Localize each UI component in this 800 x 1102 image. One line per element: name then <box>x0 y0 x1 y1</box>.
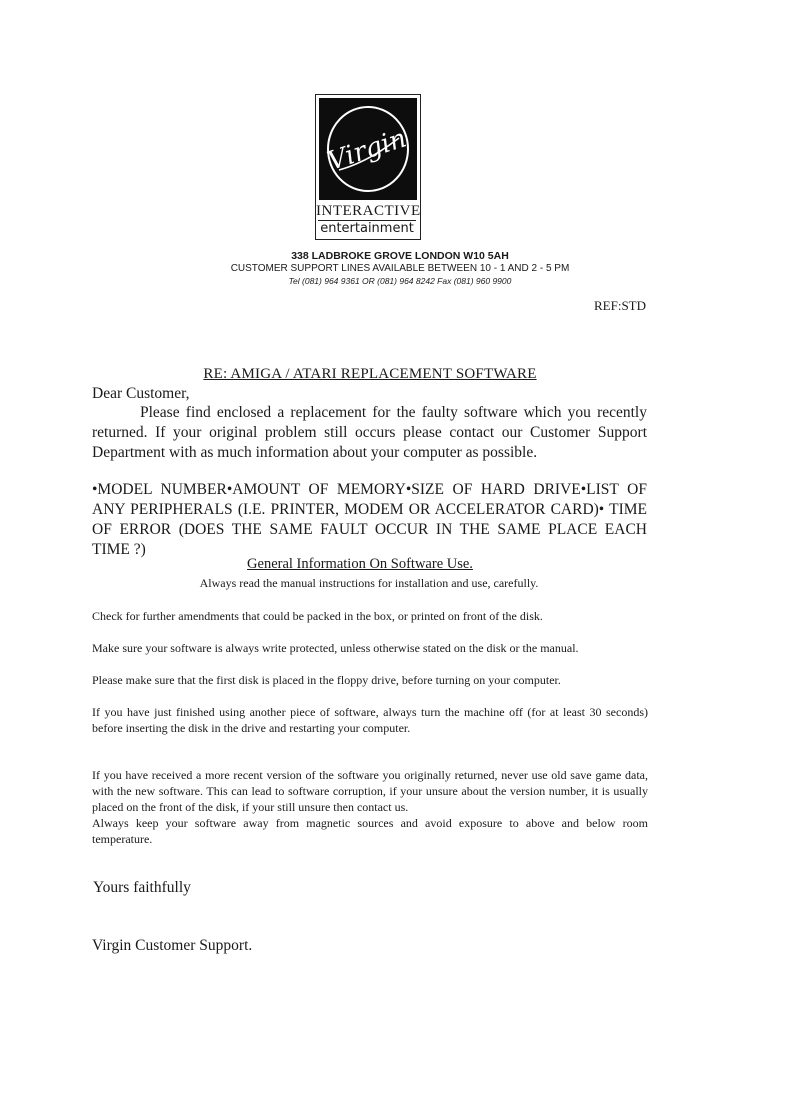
logo-interactive-text: INTERACTIVE <box>316 203 421 219</box>
letter-subject: RE: AMIGA / ATARI REPLACEMENT SOFTWARE <box>203 366 537 382</box>
phone-numbers: Tel (081) 964 9361 OR (081) 964 8242 Fax (081) 960 9900 <box>288 276 512 286</box>
tip-item: If you have received a more recent version of the software you originally returned, never use old save game data, with the new software. This can lead to software corruption, if your unsure about the version number, it is usually placed on the front of the disk, if your still unsure then contact us. <box>92 768 648 814</box>
general-info-subtitle: Always read the manual instructions for installation and use, carefully. <box>199 576 539 590</box>
company-address: 338 LADBROKE GROVE LONDON W10 5AH <box>291 250 509 262</box>
signature: Virgin Customer Support. <box>92 937 253 954</box>
tip-item: If you have just finished using another piece of software, always turn the machine off (for at least 30 seconds) before inserting the disk in the drive and restarting your computer. <box>92 705 648 735</box>
body-paragraph: Please find enclosed a replacement for the faulty software which you recently returned. If your original problem still occurs please contact our Customer Support Department with as much information about your computer as possible. <box>92 404 647 461</box>
virgin-logo-emblem <box>319 98 417 200</box>
virgin-script-icon <box>319 98 417 200</box>
salutation: Dear Customer, <box>92 385 190 402</box>
general-info-heading: General Information On Software Use. <box>247 556 473 572</box>
tip-item: Please make sure that the first disk is placed in the floppy drive, before turning on your computer. <box>92 673 561 687</box>
required-info-list: •MODEL NUMBER•AMOUNT OF MEMORY•SIZE OF HARD DRIVE•LIST OF ANY PERIPHERALS (I.E. PRINTER, MODEM OR ACCELERATOR CARD)• TIME OF ERROR (DOES THE SAME FAULT OCCUR IN THE SAME PLACE EACH TIME ?) <box>92 481 647 558</box>
virgin-interactive-logo <box>315 94 421 240</box>
tip-item: Always keep your software away from magnetic sources and avoid exposure to above and below room temperature. <box>92 816 648 846</box>
tip-item: Check for further amendments that could be packed in the box, or printed on front of the disk. <box>92 609 543 623</box>
closing-line: Yours faithfully <box>93 879 191 896</box>
svg-text:Virgin: Virgin <box>324 123 411 177</box>
logo-entertainment-text: entertainment <box>318 220 416 238</box>
support-hours: CUSTOMER SUPPORT LINES AVAILABLE BETWEEN 10 - 1 AND 2 - 5 PM <box>230 263 570 274</box>
tip-item: Make sure your software is always write protected, unless otherwise stated on the disk or the manual. <box>92 641 579 655</box>
reference-code: REF:STD <box>593 298 646 313</box>
